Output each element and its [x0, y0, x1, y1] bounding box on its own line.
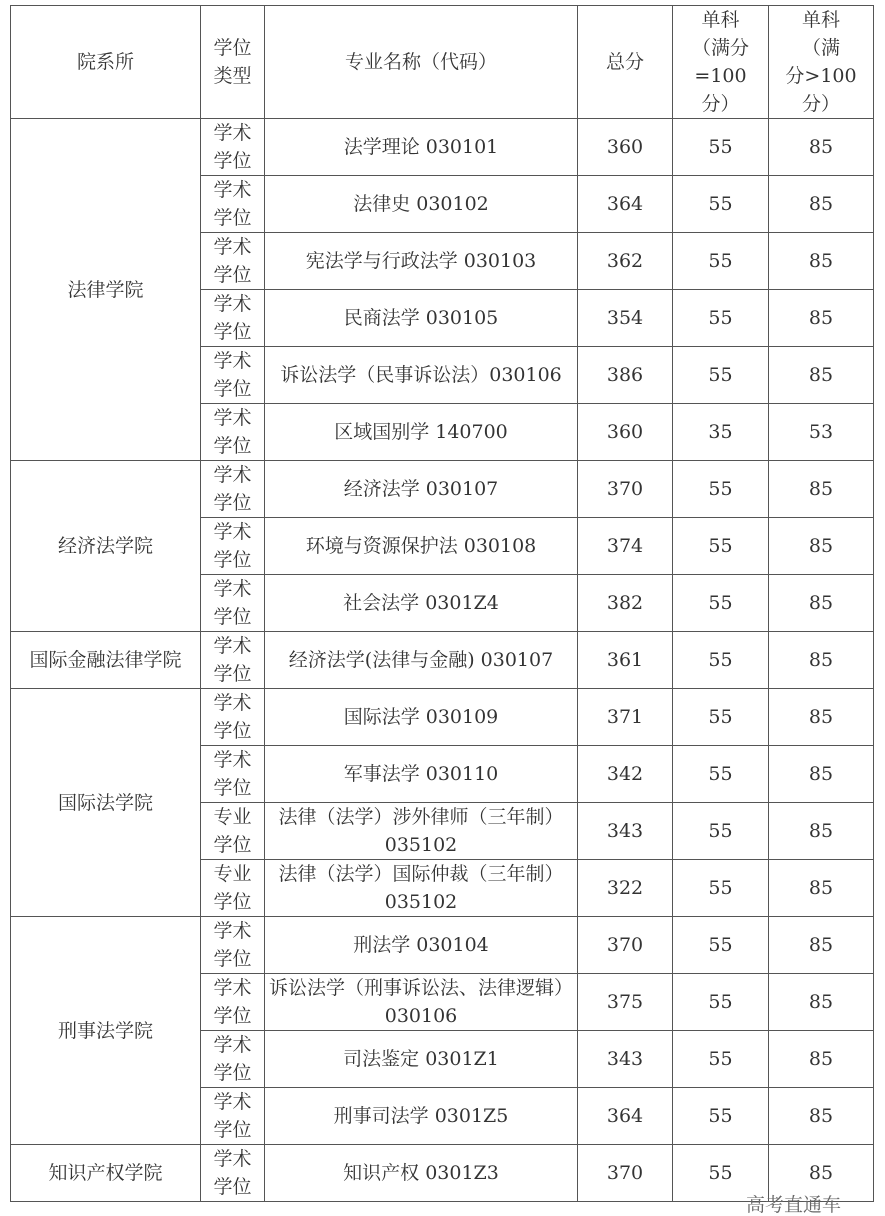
single-over-100-cell: 85 — [769, 290, 874, 347]
single-100-cell: 55 — [673, 518, 769, 575]
table-row — [11, 461, 874, 518]
single-over-100-cell: 85 — [769, 461, 874, 518]
degree-type-cell: 学术 学位 — [201, 689, 265, 746]
table-row — [11, 689, 874, 746]
header-single-over-100: 单科 （满 分>100 分） — [769, 6, 874, 119]
single-100-cell: 55 — [673, 176, 769, 233]
single-over-100-cell: 85 — [769, 632, 874, 689]
total-score-cell: 360 — [578, 404, 673, 461]
total-score-cell: 386 — [578, 347, 673, 404]
major-cell: 刑事司法学 0301Z5 — [265, 1088, 578, 1145]
total-score-cell: 382 — [578, 575, 673, 632]
single-over-100-cell: 85 — [769, 518, 874, 575]
single-over-100-cell: 85 — [769, 575, 874, 632]
degree-type-cell: 学术 学位 — [201, 233, 265, 290]
major-cell: 环境与资源保护法 030108 — [265, 518, 578, 575]
degree-type-cell: 学术 学位 — [201, 1145, 265, 1202]
degree-type-cell: 学术 学位 — [201, 119, 265, 176]
single-over-100-cell: 53 — [769, 404, 874, 461]
degree-type-cell: 学术 学位 — [201, 632, 265, 689]
single-100-cell: 55 — [673, 1088, 769, 1145]
degree-type-cell: 学术 学位 — [201, 1031, 265, 1088]
total-score-cell: 364 — [578, 1088, 673, 1145]
degree-type-cell: 学术 学位 — [201, 290, 265, 347]
degree-type-cell: 专业 学位 — [201, 803, 265, 860]
single-over-100-cell: 85 — [769, 347, 874, 404]
degree-type-cell: 学术 学位 — [201, 917, 265, 974]
header-single-100: 单科 （满分 =100 分） — [673, 6, 769, 119]
total-score-cell: 371 — [578, 689, 673, 746]
single-100-cell: 55 — [673, 917, 769, 974]
total-score-cell: 343 — [578, 1031, 673, 1088]
single-100-cell: 55 — [673, 233, 769, 290]
total-score-cell: 374 — [578, 518, 673, 575]
dept-cell: 法律学院 — [11, 119, 201, 461]
dept-cell: 国际金融法律学院 — [11, 632, 201, 689]
degree-type-cell: 学术 学位 — [201, 347, 265, 404]
table-row — [11, 119, 874, 176]
total-score-cell: 370 — [578, 461, 673, 518]
single-over-100-cell: 85 — [769, 233, 874, 290]
degree-type-cell: 学术 学位 — [201, 974, 265, 1031]
degree-type-cell: 学术 学位 — [201, 518, 265, 575]
total-score-cell: 361 — [578, 632, 673, 689]
degree-type-cell: 专业 学位 — [201, 860, 265, 917]
single-over-100-cell: 85 — [769, 746, 874, 803]
header-total: 总分 — [578, 6, 673, 119]
header-dept: 院系所 — [11, 6, 201, 119]
header-row — [11, 6, 874, 119]
single-100-cell: 55 — [673, 461, 769, 518]
major-cell: 诉讼法学（刑事诉讼法、法律逻辑）030106 — [265, 974, 578, 1031]
header-major: 专业名称（代码） — [265, 6, 578, 119]
degree-type-cell: 学术 学位 — [201, 404, 265, 461]
dept-cell: 国际法学院 — [11, 689, 201, 917]
major-cell: 法学理论 030101 — [265, 119, 578, 176]
degree-type-cell: 学术 学位 — [201, 176, 265, 233]
single-100-cell: 55 — [673, 746, 769, 803]
single-100-cell: 35 — [673, 404, 769, 461]
total-score-cell: 354 — [578, 290, 673, 347]
table-row — [11, 1145, 874, 1202]
major-cell: 刑法学 030104 — [265, 917, 578, 974]
table-row — [11, 917, 874, 974]
major-cell: 国际法学 030109 — [265, 689, 578, 746]
total-score-cell: 362 — [578, 233, 673, 290]
degree-type-cell: 学术 学位 — [201, 746, 265, 803]
single-over-100-cell: 85 — [769, 119, 874, 176]
dept-cell: 知识产权学院 — [11, 1145, 201, 1202]
single-100-cell: 55 — [673, 119, 769, 176]
single-100-cell: 55 — [673, 860, 769, 917]
single-over-100-cell: 85 — [769, 1031, 874, 1088]
single-100-cell: 55 — [673, 689, 769, 746]
total-score-cell: 360 — [578, 119, 673, 176]
total-score-cell: 364 — [578, 176, 673, 233]
major-cell: 司法鉴定 0301Z1 — [265, 1031, 578, 1088]
single-100-cell: 55 — [673, 1145, 769, 1202]
major-cell: 社会法学 0301Z4 — [265, 575, 578, 632]
total-score-cell: 342 — [578, 746, 673, 803]
single-over-100-cell: 85 — [769, 689, 874, 746]
degree-type-cell: 学术 学位 — [201, 461, 265, 518]
major-cell: 法律（法学）涉外律师（三年制）035102 — [265, 803, 578, 860]
header-degree-type: 学位 类型 — [201, 6, 265, 119]
major-cell: 宪法学与行政法学 030103 — [265, 233, 578, 290]
single-over-100-cell: 85 — [769, 176, 874, 233]
single-over-100-cell: 85 — [769, 917, 874, 974]
degree-type-cell: 学术 学位 — [201, 575, 265, 632]
total-score-cell: 370 — [578, 917, 673, 974]
single-over-100-cell: 85 — [769, 860, 874, 917]
single-100-cell: 55 — [673, 575, 769, 632]
major-cell: 知识产权 0301Z3 — [265, 1145, 578, 1202]
single-over-100-cell: 85 — [769, 974, 874, 1031]
total-score-cell: 370 — [578, 1145, 673, 1202]
single-100-cell: 55 — [673, 632, 769, 689]
major-cell: 军事法学 030110 — [265, 746, 578, 803]
table-row — [11, 632, 874, 689]
single-100-cell: 55 — [673, 1031, 769, 1088]
major-cell: 法律史 030102 — [265, 176, 578, 233]
major-cell: 区域国别学 140700 — [265, 404, 578, 461]
watermark: 高考直通车 — [746, 1194, 842, 1216]
single-over-100-cell: 85 — [769, 803, 874, 860]
single-over-100-cell: 85 — [769, 1145, 874, 1202]
single-100-cell: 55 — [673, 974, 769, 1031]
single-100-cell: 55 — [673, 347, 769, 404]
single-100-cell: 55 — [673, 803, 769, 860]
single-over-100-cell: 85 — [769, 1088, 874, 1145]
degree-type-cell: 学术 学位 — [201, 1088, 265, 1145]
score-table — [10, 5, 874, 1202]
dept-cell: 经济法学院 — [11, 461, 201, 632]
dept-cell: 刑事法学院 — [11, 917, 201, 1145]
major-cell: 民商法学 030105 — [265, 290, 578, 347]
total-score-cell: 343 — [578, 803, 673, 860]
major-cell: 经济法学(法律与金融) 030107 — [265, 632, 578, 689]
total-score-cell: 375 — [578, 974, 673, 1031]
total-score-cell: 322 — [578, 860, 673, 917]
major-cell: 经济法学 030107 — [265, 461, 578, 518]
major-cell: 诉讼法学（民事诉讼法）030106 — [265, 347, 578, 404]
major-cell: 法律（法学）国际仲裁（三年制）035102 — [265, 860, 578, 917]
single-100-cell: 55 — [673, 290, 769, 347]
